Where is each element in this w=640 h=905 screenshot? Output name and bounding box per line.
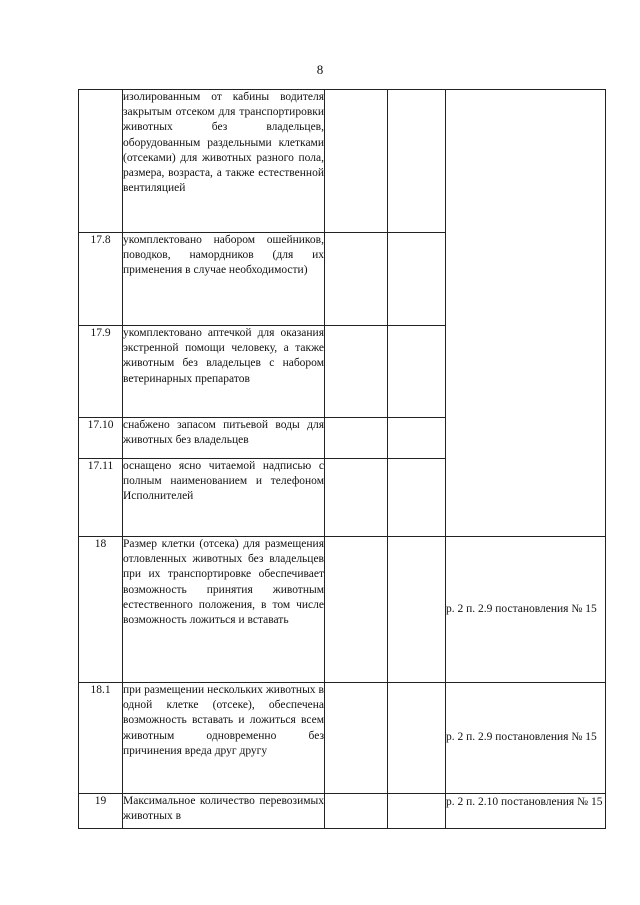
reference-cell-merged — [446, 90, 606, 537]
reference-text: р. 2 п. 2.10 постановления № 15 — [446, 796, 603, 808]
row-text: изолированным от кабины водителя закрытым отсеком для транспортировки животных без владельцев, оборудованным раздельными клетками (отсеками) для животных разного пола, размера, возраста, а также естественной вентиляцией — [123, 90, 325, 233]
reference-text: р. 2 п. 2.9 постановления № 15 — [446, 602, 597, 615]
check-cell — [325, 90, 388, 233]
table-row — [79, 537, 606, 683]
reference-text: р. 2 п. 2.9 постановления № 15 — [446, 731, 597, 744]
check-cell — [388, 683, 446, 794]
check-cell — [325, 794, 388, 829]
check-cell — [325, 459, 388, 537]
row-number: 18 — [79, 537, 123, 683]
check-cell — [325, 233, 388, 326]
row-number: 17.11 — [79, 459, 123, 537]
check-cell — [325, 683, 388, 794]
row-text: укомплектовано аптечкой для оказания экстренной помощи человеку, а также животным без владельцев с набором ветеринарных препаратов — [123, 326, 325, 418]
row-text: снабжено запасом питьевой воды для животных без владельцев — [123, 418, 325, 459]
row-text: оснащено ясно читаемой надписью с полным наименованием и телефоном Исполнителей — [123, 459, 325, 537]
row-number: 17.10 — [79, 418, 123, 459]
reference-cell — [446, 537, 606, 683]
reference-cell — [446, 794, 606, 829]
row-number: 18.1 — [79, 683, 123, 794]
check-cell — [388, 90, 446, 233]
page-number: 8 — [316, 62, 324, 77]
requirements-table — [78, 89, 606, 829]
table-row — [79, 90, 606, 233]
check-cell — [325, 537, 388, 683]
row-text: укомплектовано набором ошейников, поводков, намордников (для их применения в случае необходимости) — [123, 233, 325, 326]
row-number: 17.9 — [79, 326, 123, 418]
table-row — [79, 683, 606, 794]
row-number — [79, 90, 123, 233]
check-cell — [388, 537, 446, 683]
row-number: 17.8 — [79, 233, 123, 326]
check-cell — [388, 233, 446, 326]
row-text: Размер клетки (отсека) для размещения отловленных животных без владельцев при их транспортировке обеспечивает возможность принятия животным естественного положения, в том числе возможность ложиться и вставать — [123, 537, 325, 683]
row-text: при размещении нескольких животных в одной клетке (отсеке), обеспечена возможность вставать и ложиться всем животным одновременно без причинения вреда друг другу — [123, 683, 325, 794]
row-text: Максимальное количество перевозимых животных в — [123, 794, 325, 829]
table-row — [79, 794, 606, 829]
check-cell — [388, 459, 446, 537]
check-cell — [388, 418, 446, 459]
row-number: 19 — [79, 794, 123, 829]
check-cell — [388, 326, 446, 418]
check-cell — [388, 794, 446, 829]
check-cell — [325, 326, 388, 418]
reference-cell — [446, 683, 606, 794]
check-cell — [325, 418, 388, 459]
